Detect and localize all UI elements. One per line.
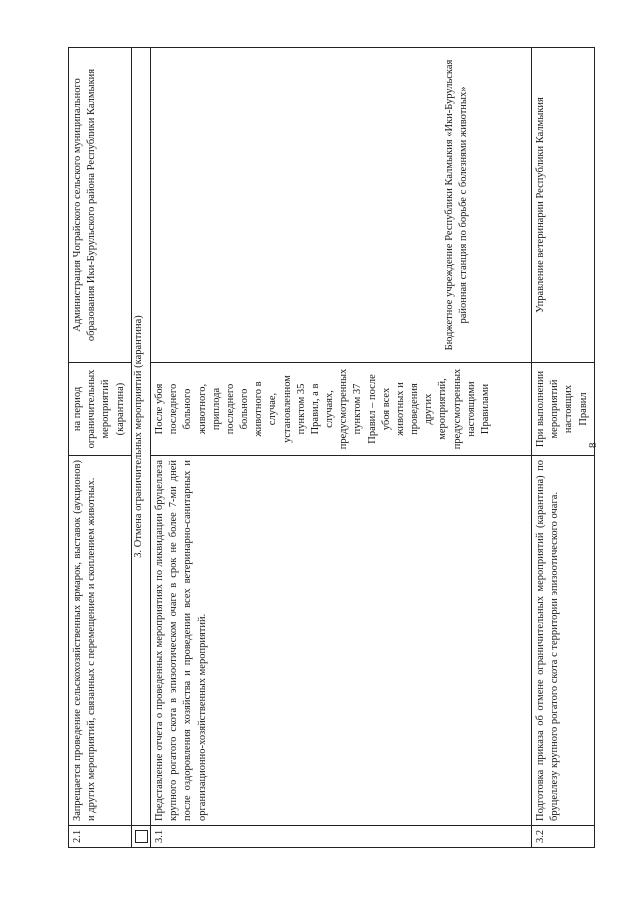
table-row bbox=[69, 48, 132, 848]
row-number: 2.1 bbox=[69, 826, 132, 848]
row-term: на период ограничительных мероприятий (карантина) bbox=[69, 363, 132, 456]
row-term: После убоя последнего больного животного, приплода последнего больного животного в случае, установленном пунктом 35 Правил, а в случаях, предусмотренных пунктом 37 Правил – после убоя всех животных и проведения других мероприятий, предусмотренных настоящими Правилами bbox=[151, 363, 532, 456]
row-responsible: Управление ветеринарии Республики Калмыкия bbox=[532, 48, 595, 363]
row-description: Представление отчета о проведенных мероприятиях по ликвидации бруцеллеза крупного рогатого скота в эпизоотическом очаге в срок не более 7-ми дней после оздоровления хозяйства и проведении всех ветеринарно-санитарных и организационно-хозяйственных мероприятий. bbox=[151, 456, 532, 826]
row-term: При выполнении мероприятий настоящих Правил bbox=[532, 363, 595, 456]
table-row bbox=[151, 48, 532, 848]
row-responsible: Администрация Чограйского сельского муниципального образования Ики-Бурульского района Республики Калмыкия bbox=[69, 48, 132, 363]
row-number: 3.1 bbox=[151, 826, 532, 848]
row-description: Запрещается проведение сельскохозяйственных ярмарок, выставок (аукционов) и других мероприятий, связанных с перемещением и скоплением животных. bbox=[69, 456, 132, 826]
row-number: 3.2 bbox=[532, 826, 595, 848]
section-title: 3. Отмена ограничительных мероприятий (карантина) bbox=[132, 48, 151, 826]
rotated-document-page bbox=[68, 48, 589, 848]
section-row bbox=[132, 48, 151, 848]
row-responsible: Бюджетное учреждение Республики Калмыкия «Ики-Бурульская районная станция по борьбе с болезнями животных» bbox=[151, 48, 532, 363]
section-spacer bbox=[132, 826, 151, 848]
measures-table bbox=[68, 47, 595, 848]
page-number: 8 bbox=[587, 442, 599, 448]
table-row bbox=[532, 48, 595, 848]
row-description: Подготовка приказа об отмене ограничительных мероприятий (карантина) по бруцеллезу крупного рогатого скота с территории эпизоотического очага. bbox=[532, 456, 595, 826]
